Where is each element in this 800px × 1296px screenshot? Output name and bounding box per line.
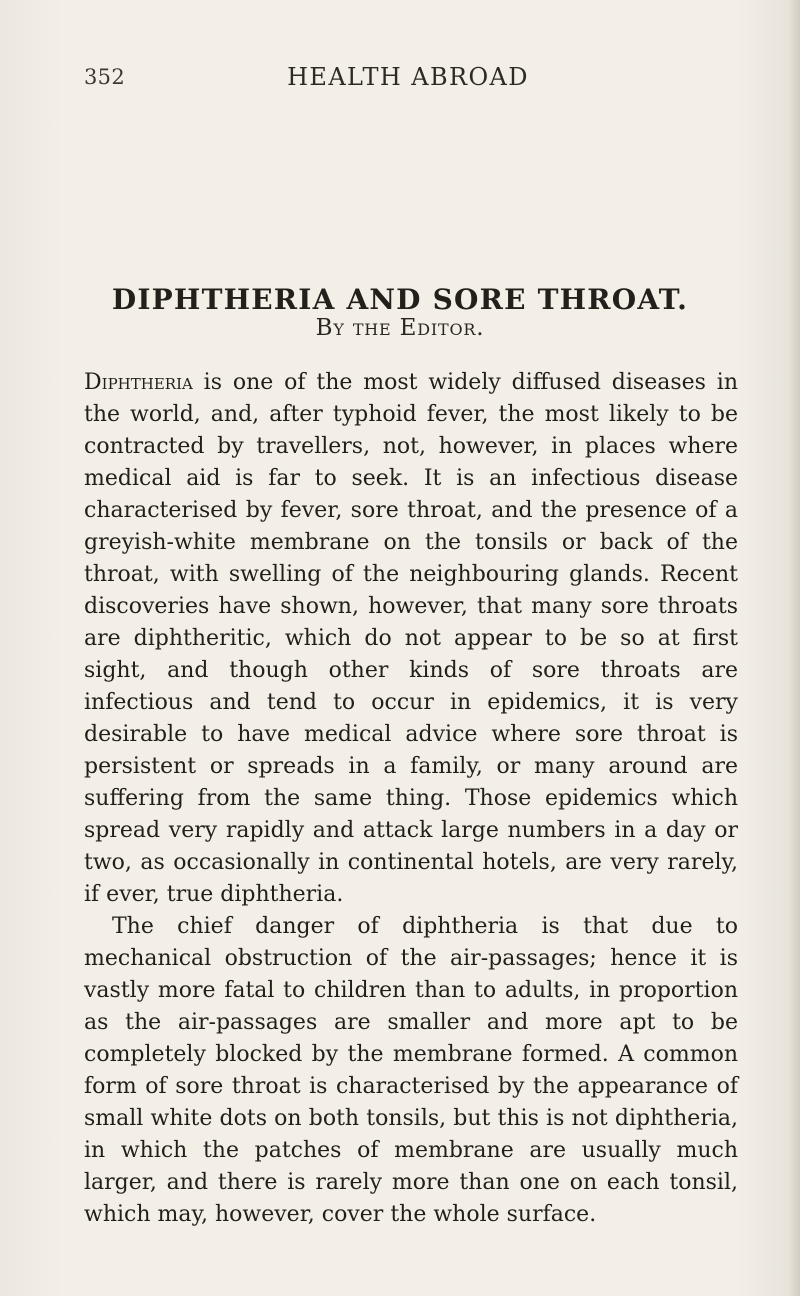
paragraph-2 [84, 911, 738, 1231]
article-byline: By the Editor. [315, 315, 485, 341]
paragraph-1-text: is one of the most widely diffused diseases in the world, and, after typhoid fever, the most likely to be contracted by travellers, not, however, in places where medical aid is far to seek. It is an infectious disease characterised by fever, sore throat, and the presence of a greyish-white membrane on the tonsils or back of the throat, with swelling of the neighbouring glands. Recent discoveries have shown, however, that many sore throats are diphtheritic, which do not appear to be so at first sight, and though other kinds of sore throats are infectious and tend to occur in epidemics, it is very desirable to have medical advice where sore throat is persistent or spreads in a family, or many around are suffering from the same thing. Those epidemics which spread very rapidly and attack large numbers in a day or two, as occasionally in continental hotels, are very rarely, if ever, true diphtheria. [84, 370, 738, 907]
running-head: HEALTH ABROAD [287, 63, 529, 91]
article-body [84, 367, 738, 1231]
page-edge-shadow [788, 0, 800, 1296]
paragraph-1-lead-word: Diphtheria [84, 370, 193, 395]
page-number: 352 [84, 65, 125, 89]
article-title: DIPHTHERIA AND SORE THROAT. [111, 282, 689, 316]
page-header [84, 57, 732, 97]
paragraph-1 [84, 367, 738, 911]
paragraph-2-text: The chief danger of diphtheria is that due to mechanical obstruction of the air-passages; hence it is vastly more fatal to children than to adults, in proportion as the air-passages are smaller and more apt to be completely blocked by the membrane formed. A common form of sore throat is characterised by the appearance of small white dots on both tonsils, but this is not diphtheria, in which the patches of membrane are usually much larger, and there is rarely more than one on each tonsil, which may, however, cover the whole surface. [84, 914, 738, 1227]
